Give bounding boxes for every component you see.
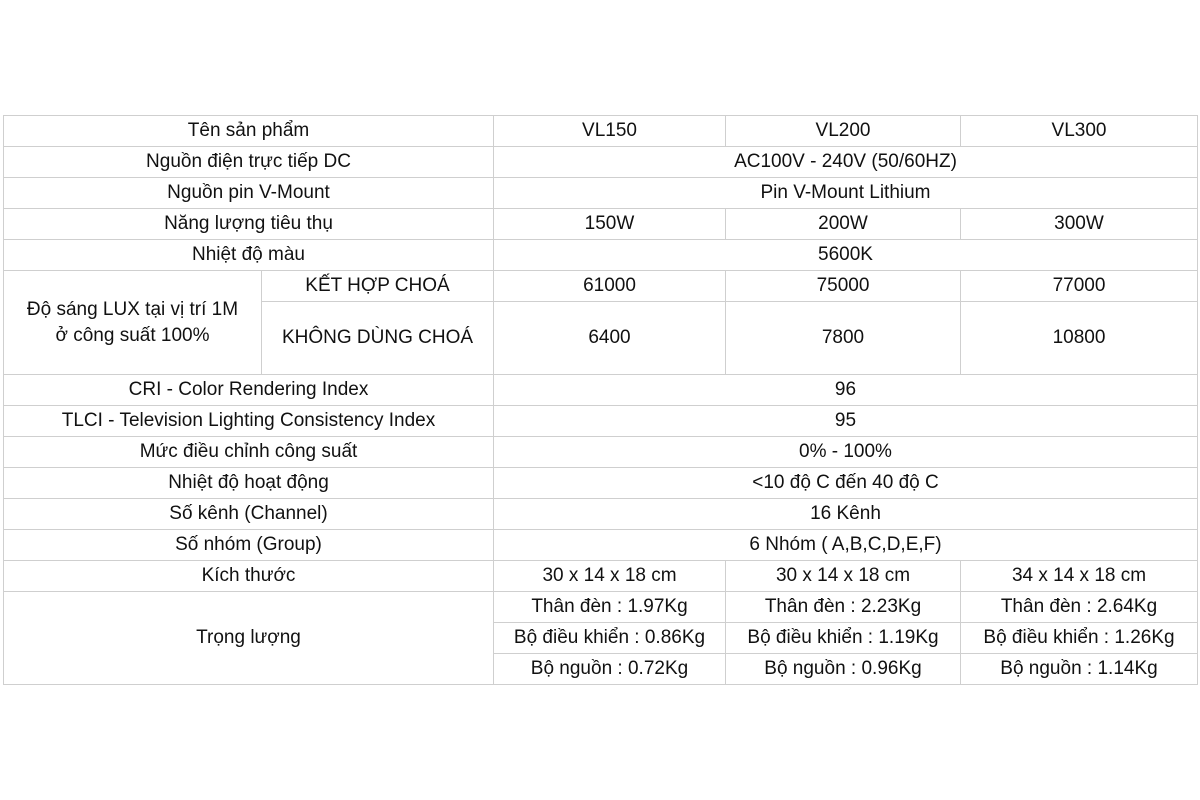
channels-value: 16 Kênh <box>494 499 1198 530</box>
dimensions-label: Kích thước <box>4 561 494 592</box>
battery-row <box>4 178 1198 209</box>
weight-controller-vl150: Bộ điều khiển : 0.86Kg <box>494 623 726 654</box>
dimensions-vl150: 30 x 14 x 18 cm <box>494 561 726 592</box>
dimming-row <box>4 437 1198 468</box>
color-temp-row <box>4 240 1198 271</box>
weight-power-supply-vl300: Bộ nguồn : 1.14Kg <box>961 654 1198 685</box>
weight-body-vl300: Thân đèn : 2.64Kg <box>961 592 1198 623</box>
weight-body-row <box>4 592 1198 623</box>
power-consumption-row <box>4 209 1198 240</box>
weight-body-vl150: Thân đèn : 1.97Kg <box>494 592 726 623</box>
weight-body-vl200: Thân đèn : 2.23Kg <box>726 592 961 623</box>
dimensions-row <box>4 561 1198 592</box>
tlci-value: 95 <box>494 406 1198 437</box>
without-reflector-vl300: 10800 <box>961 302 1198 375</box>
brightness-with-reflector-row <box>4 271 1198 302</box>
groups-value: 6 Nhóm ( A,B,C,D,E,F) <box>494 530 1198 561</box>
power-consumption-vl200: 200W <box>726 209 961 240</box>
operating-temp-label: Nhiệt độ hoạt động <box>4 468 494 499</box>
battery-value: Pin V-Mount Lithium <box>494 178 1198 209</box>
with-reflector-label: KẾT HỢP CHOÁ <box>262 271 494 302</box>
weight-power-supply-vl150: Bộ nguồn : 0.72Kg <box>494 654 726 685</box>
operating-temp-value: <10 độ C đến 40 độ C <box>494 468 1198 499</box>
tlci-row <box>4 406 1198 437</box>
with-reflector-vl200: 75000 <box>726 271 961 302</box>
cri-row <box>4 375 1198 406</box>
power-consumption-vl150: 150W <box>494 209 726 240</box>
channels-row <box>4 499 1198 530</box>
weight-controller-vl300: Bộ điều khiển : 1.26Kg <box>961 623 1198 654</box>
power-consumption-label: Năng lượng tiêu thụ <box>4 209 494 240</box>
dc-power-row <box>4 147 1198 178</box>
model-vl150: VL150 <box>494 116 726 147</box>
without-reflector-label: KHÔNG DÙNG CHOÁ <box>262 302 494 375</box>
weight-label: Trọng lượng <box>4 592 494 685</box>
with-reflector-vl150: 61000 <box>494 271 726 302</box>
with-reflector-vl300: 77000 <box>961 271 1198 302</box>
without-reflector-vl200: 7800 <box>726 302 961 375</box>
weight-power-supply-vl200: Bộ nguồn : 0.96Kg <box>726 654 961 685</box>
cri-label: CRI - Color Rendering Index <box>4 375 494 406</box>
channels-label: Số kênh (Channel) <box>4 499 494 530</box>
dimming-label: Mức điều chỉnh công suất <box>4 437 494 468</box>
dimensions-vl300: 34 x 14 x 18 cm <box>961 561 1198 592</box>
dc-power-label: Nguồn điện trực tiếp DC <box>4 147 494 178</box>
model-vl200: VL200 <box>726 116 961 147</box>
groups-label: Số nhóm (Group) <box>4 530 494 561</box>
color-temp-value: 5600K <box>494 240 1198 271</box>
brightness-label-line1: Độ sáng LUX tại vị trí 1M <box>26 298 239 320</box>
battery-label: Nguồn pin V-Mount <box>4 178 494 209</box>
spec-table <box>3 115 1198 685</box>
brightness-label-line2: ở công suất 100% <box>55 324 210 346</box>
dimming-value: 0% - 100% <box>494 437 1198 468</box>
power-consumption-vl300: 300W <box>961 209 1198 240</box>
tlci-label: TLCI - Television Lighting Consistency Index <box>4 406 494 437</box>
groups-row <box>4 530 1198 561</box>
dimensions-vl200: 30 x 14 x 18 cm <box>726 561 961 592</box>
weight-controller-vl200: Bộ điều khiển : 1.19Kg <box>726 623 961 654</box>
cri-value: 96 <box>494 375 1198 406</box>
operating-temp-row <box>4 468 1198 499</box>
header-row <box>4 116 1198 147</box>
header-label: Tên sản phẩm <box>4 116 494 147</box>
color-temp-label: Nhiệt độ màu <box>4 240 494 271</box>
without-reflector-vl150: 6400 <box>494 302 726 375</box>
dc-power-value: AC100V - 240V (50/60HZ) <box>494 147 1198 178</box>
brightness-label <box>4 271 262 375</box>
model-vl300: VL300 <box>961 116 1198 147</box>
